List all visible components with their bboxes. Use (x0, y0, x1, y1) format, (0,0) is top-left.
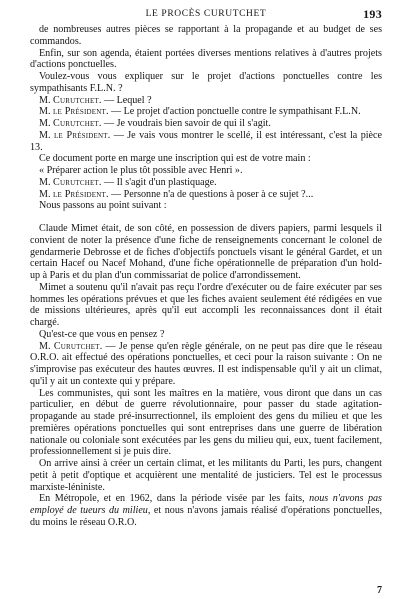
text-segment: Enfin, sur son agenda, étaient portées diverses mentions relatives à d'autres projets d'actions ponctuelles. (30, 47, 382, 71)
signature-mark: 7 (377, 585, 382, 596)
text-segment: Voulez-vous vous expliquer sur le projet d'actions ponctuelles contre les sympathisants F.L.N. ? (30, 71, 382, 94)
text-segment: . — Personne n'a de questions à poser à ce sujet ?... (105, 188, 314, 200)
page-number: 193 (363, 7, 382, 21)
speaker-name: Curutchet (53, 176, 99, 188)
paragraph (30, 130, 382, 154)
paragraph (30, 458, 382, 493)
text-segment: On arrive ainsi à créer un certain climat, et les militants du Parti, les purs, changent petit à petit d'optique et acquièrent une mentalité de justiciers. Tel est le processus marxiste-léniniste. (30, 458, 382, 493)
emphasis-text: nous n'avons pas employé de tueurs du milieu (30, 493, 382, 516)
text-segment: Nous passons au point suivant : (39, 200, 167, 212)
paragraph (30, 341, 382, 388)
text-segment: , et nous n'avons jamais réalisé d'opérations ponctuelles, du moins le réseau O.R.O. (30, 505, 382, 528)
paragraph (30, 24, 382, 48)
paragraph (30, 329, 382, 341)
text-segment: . — Il s'agit d'un plastiquage. (98, 176, 217, 188)
paragraph (30, 95, 382, 107)
paragraph (30, 106, 382, 118)
text-segment: M. (39, 188, 54, 200)
paragraph (30, 223, 382, 282)
text-segment: M. (39, 94, 54, 106)
text-segment: M. (39, 118, 54, 129)
text-segment: M. (39, 340, 54, 352)
paragraph (30, 282, 382, 329)
text-segment: Ce document porte en marge une inscription qui est de votre main : (39, 153, 311, 165)
text-segment: . — Le projet d'action ponctuelle contre le sympathisant F.L.N. (105, 106, 361, 118)
paragraph (30, 48, 382, 72)
text-segment: M. (39, 176, 54, 188)
text-segment: . — Lequel ? (98, 94, 152, 106)
speaker-name: le Président (53, 129, 108, 141)
speaker-name: le Président (53, 188, 106, 200)
running-header (30, 6, 382, 24)
speaker-name: le Président (53, 106, 106, 118)
speaker-name: Curutchet (53, 340, 100, 352)
paragraph (30, 118, 382, 130)
text-segment: En Métropole, et en 1962, dans la période visée par les faits, (39, 493, 310, 505)
text-segment: . — Je vais vous montrer le scellé, il est intéressant, c'est la pièce 13. (30, 129, 382, 153)
body-text (30, 24, 382, 529)
text-segment: de nombreuses autres pièces se rapportant à la propagande et au budget de ses commandos. (30, 24, 382, 47)
paragraph (30, 200, 382, 212)
text-segment: . — Je voudrais bien savoir de qui il s'agit. (98, 118, 271, 129)
text-segment: « Préparer action le plus tôt possible avec Henri ». (39, 165, 243, 176)
paragraph (30, 493, 382, 528)
text-segment: Mimet a soutenu qu'il n'avait pas reçu l'ordre d'exécuter ou de faire exécuter par ses hommes les opérations prévues et que les fiches avaient seulement été rédigées en vue de missions ultérieures, après qu'il eut accompli les reconnaissances dont il était chargé. (30, 281, 382, 328)
text-segment: Claude Mimet était, de son côté, en possession de divers papiers, parmi lesquels il convient de noter la présence d'une fiche de renseignements concernant le colonel de gendarmerie Debrosse et de fiches d'objectifs ponctuels visant le général Gardet, et un certain Hacef ou Nacef Mohand, d'une fiche opérationnelle de préparation d'un hold-up à Paris et du plan d'un commissariat de police d'arrondissement. (30, 223, 382, 281)
paragraph (30, 153, 382, 165)
paragraph (30, 165, 382, 177)
text-segment: Qu'est-ce que vous en pensez ? (39, 328, 165, 340)
speaker-name: Curutchet (53, 94, 99, 106)
paragraph (30, 189, 382, 201)
book-page (30, 6, 382, 596)
text-segment: Les communistes, qui sont les maîtres en la matière, vous diront que dans un cas particulier, en début de guerre révolutionnaire, pour passer du stade agitation-propagande au stade pré-insurrectionnel, ils emploient des gens du milieu et que les premières opérations ponctuelles qui sont entreprises dans une guerre de libération nationale ou coloniale sont exécutées par les gens du milieu qui, eux, tuent facilement, professionnellement si je puis dire. (30, 387, 382, 458)
running-title: LE PROCÈS CURUTCHET (145, 9, 267, 19)
text-segment: . — Je pense qu'en règle générale, on ne peut pas dire que le réseau O.R.O. ait effectué des opérations ponctuelles, et ceci pour la raison suivante : On ne s'improvise pas exécuteur des hautes œuvres. Il est indispensable qu'il y ait un climat, qu'il y ait un contexte qui y prépare. (30, 340, 382, 387)
paragraph (30, 388, 382, 459)
paragraph (30, 71, 382, 95)
speaker-name: Curutchet (53, 118, 99, 129)
paragraph (30, 177, 382, 189)
text-segment: M. (39, 106, 54, 118)
text-segment: M. (39, 129, 54, 141)
